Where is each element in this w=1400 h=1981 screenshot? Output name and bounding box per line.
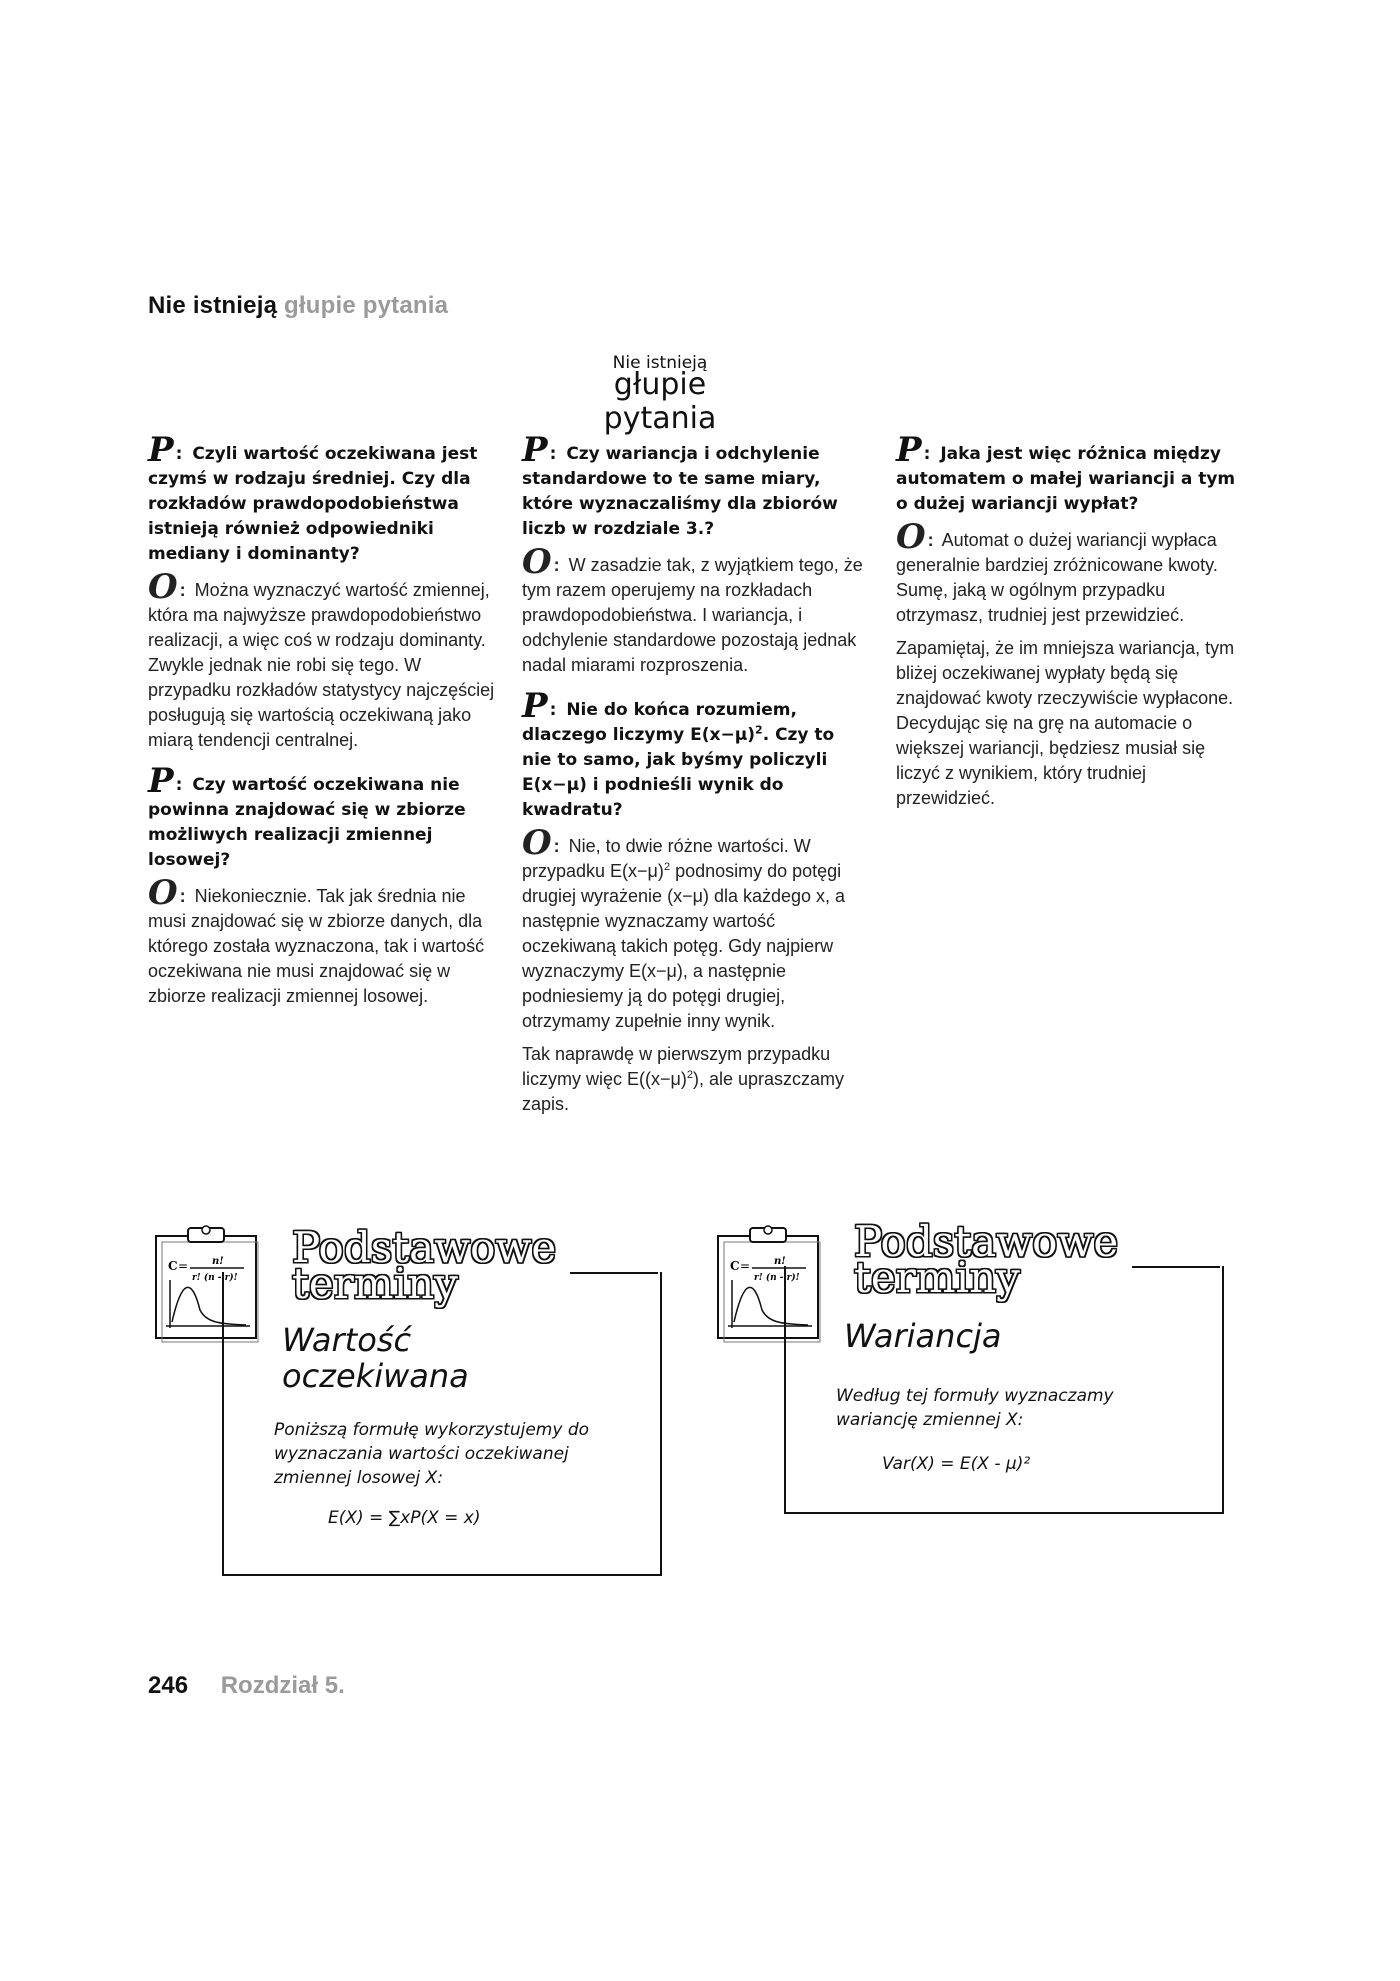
answer-paragraph: Tak naprawdę w pierwszym przypadku liczymy więc $E((x-\mu)^2)$, ale upraszczamy zapis. <box>522 1044 845 1114</box>
running-head-light: głupie pytania <box>284 292 449 319</box>
answer-marker: O <box>522 823 552 863</box>
term-description: Poniższą formułę wykorzystujemy do wyznaczania wartości oczekiwanej zmiennej losowej X: <box>274 1420 590 1488</box>
answer-marker: O <box>148 873 178 913</box>
running-head-dark: Nie istnieją <box>148 292 278 319</box>
question-marker: P <box>896 430 922 470</box>
clipboard-formula-den: r! (n - r)! <box>754 1273 800 1283</box>
question-marker: P <box>148 761 174 801</box>
answer-text: Nie, to dwie różne wartości. W przypadku $E(x-\mu)^2$ podnosimy do potęgi drugiej wyrażenie (x−μ) dla każdego x, a następnie wyznaczamy wartość oczekiwaną takich potęg. Gdy najpierw wyznaczymy E(x−μ), a następnie podniesiemy ją do potęgi drugiej, otrzymamy zupełnie inny wynik. <box>522 836 846 1031</box>
clipboard-formula-left: C <box>730 1259 740 1273</box>
answer: O : W zasadzie tak, z wyjątkiem tego, że tym razem operujemy na rozkładach prawdopodobieństwa. I wariancja, i odchylenie standardowe pozostają jednak nadal miarami rozproszenia. <box>522 542 863 675</box>
qa-column-1 <box>148 430 498 1027</box>
clipboard-formula-num: n! <box>212 1256 224 1267</box>
banner-line1: Nie istnieją <box>612 353 708 373</box>
banner-logo <box>560 353 760 436</box>
svg-text:=: = <box>740 1259 751 1273</box>
running-head <box>148 292 448 320</box>
page-footer <box>148 1672 345 1700</box>
question-marker: P <box>522 430 548 470</box>
key-term-box-variance <box>710 1218 1224 1518</box>
answer-marker: O <box>148 567 178 607</box>
qa-column-3 <box>896 430 1236 829</box>
answer: O : Niekoniecznie. Tak jak średnia nie musi znajdować się w zbiorze danych, dla którego została wyznaczona, tak i wartość oczekiwana nie musi znajdować się w zbiorze realizacji zmiennej losowej. <box>148 873 485 1006</box>
question: P : Jaka jest więc różnica między automatem o małej wariancji a tym o dużej wariancji wypłat? <box>896 430 1236 514</box>
answer-marker: O <box>522 542 552 582</box>
clipboard-formula-num: n! <box>774 1256 786 1267</box>
question-text: Nie do końca rozumiem, dlaczego liczymy $E(x-\mu)^2$. Czy to nie to samo, jak byśmy policzyli E(x−μ) i podnieśli wynik do kwadratu? <box>522 700 835 820</box>
term-description: Według tej formuły wyznaczamy wariancję zmiennej X: <box>836 1386 1114 1430</box>
answer-text: Można wyznaczyć wartość zmiennej, która ma najwyższe prawdopodobieństwo realizacji, a więc coś w rodzaju dominanty. Zwykle jednak nie robi się tego. W przypadku rozkładów statystycy najczęściej posługują się wartością oczekiwaną jako miarą tendencji centralnej. <box>148 580 495 750</box>
question: P : Czy wartość oczekiwana nie powinna znajdować się w zbiorze możliwych realizacji zmiennej losowej? <box>148 761 466 870</box>
answer-text: W zasadzie tak, z wyjątkiem tego, że tym razem operujemy na rozkładach prawdopodobieństwa. I wariancja, i odchylenie standardowe pozostają jednak nadal miarami rozproszenia. <box>522 555 863 675</box>
clipboard-formula-left: C <box>168 1259 178 1273</box>
answer: O : Nie, to dwie różne wartości. W przypadku $E(x-\mu)^2$ podnosimy do potęgi drugiej wyrażenie (x−μ) dla każdego x, a następnie wyznaczamy wartość oczekiwaną takich potęg. Gdy najpierw wyznaczymy E(x−μ), a następnie podniesiemy ją do potęgi drugiej, otrzymamy zupełnie inny wynik. <box>522 823 846 1031</box>
answer-marker: O <box>896 517 926 557</box>
page-number: 246 <box>148 1672 189 1699</box>
chapter-label: Rozdział 5. <box>220 1672 345 1699</box>
answer-paragraph: Zapamiętaj, że im mniejsza wariancja, tym bliżej oczekiwanej wypłaty będą się znajdować kwoty rzeczywiście wypłacone. Decydując się na grę na automacie o większej wariancji, będziesz musiał się liczyć z wynikiem, który trudniej przewidzieć. <box>896 638 1235 808</box>
answer: O : Automat o dużej wariancji wypłaca generalnie bardziej zróżnicowane kwoty. Sumę, jaką w ogólnym przypadku otrzymasz, trudniej jest przewidzieć. <box>896 517 1218 625</box>
question-text: Czy wariancja i odchylenie standardowe to te same miary, które wyznaczaliśmy dla zbiorów liczb w rozdziale 3.? <box>522 444 838 539</box>
term-heading: Podstawowe terminy <box>854 1217 1119 1302</box>
term-name: Wariancja <box>844 1317 1002 1355</box>
question: P : Czy wariancja i odchylenie standardowe to te same miary, które wyznaczaliśmy dla zbiorów liczb w rozdziale 3.? <box>522 430 838 539</box>
question-text: Czy wartość oczekiwana nie powinna znajdować się w zbiorze możliwych realizacji zmiennej losowej? <box>148 775 466 870</box>
term-formula: Var(X) = E(X - μ)² <box>882 1454 1031 1474</box>
qa-column-2 <box>522 430 867 1135</box>
term-name: Wartość oczekiwana <box>282 1321 469 1395</box>
question-marker: P <box>148 430 174 470</box>
clipboard-formula-den: r! (n - r)! <box>192 1273 238 1283</box>
answer: O : Można wyznaczyć wartość zmiennej, która ma najwyższe prawdopodobieństwo realizacji, a więc coś w rodzaju dominanty. Zwykle jednak nie robi się tego. W przypadku rozkładów statystycy najczęściej posługują się wartością oczekiwaną jako miarą tendencji centralnej. <box>148 567 495 750</box>
answer-text: Niekoniecznie. Tak jak średnia nie musi znajdować się w zbiorze danych, dla którego została wyznaczona, tak i wartość oczekiwana nie musi znajdować się w zbiorze realizacji zmiennej losowej. <box>148 886 485 1006</box>
question-text: Czyli wartość oczekiwana jest czymś w rodzaju średniej. Czy dla rozkładów prawdopodobieństwa istnieją również odpowiedniki mediany i dominanty? <box>148 444 478 564</box>
question-marker: P <box>522 686 548 726</box>
term-heading: Podstawowe terminy <box>292 1223 557 1308</box>
answer-text: Automat o dużej wariancji wypłaca generalnie bardziej zróżnicowane kwoty. Sumę, jaką w ogólnym przypadku otrzymasz, trudniej jest przewidzieć. <box>896 530 1218 625</box>
term-formula: E(X) = ∑xP(X = x) <box>328 1508 481 1528</box>
question: P : Czyli wartość oczekiwana jest czymś w rodzaju średniej. Czy dla rozkładów prawdopodobieństwa istnieją również odpowiedniki mediany i dominanty? <box>148 430 478 564</box>
key-term-box-expected-value <box>148 1218 660 1578</box>
svg-text:=: = <box>178 1259 189 1273</box>
banner-line2: głupie pytania <box>603 367 717 436</box>
question-text: Jaka jest więc różnica między automatem o małej wariancji a tym o dużej wariancji wypłat? <box>896 444 1236 514</box>
question: P : Nie do końca rozumiem, dlaczego liczymy $E(x-\mu)^2$. Czy to nie to samo, jak byśmy policzyli E(x−μ) i podnieśli wynik do kwadratu? <box>522 686 835 820</box>
